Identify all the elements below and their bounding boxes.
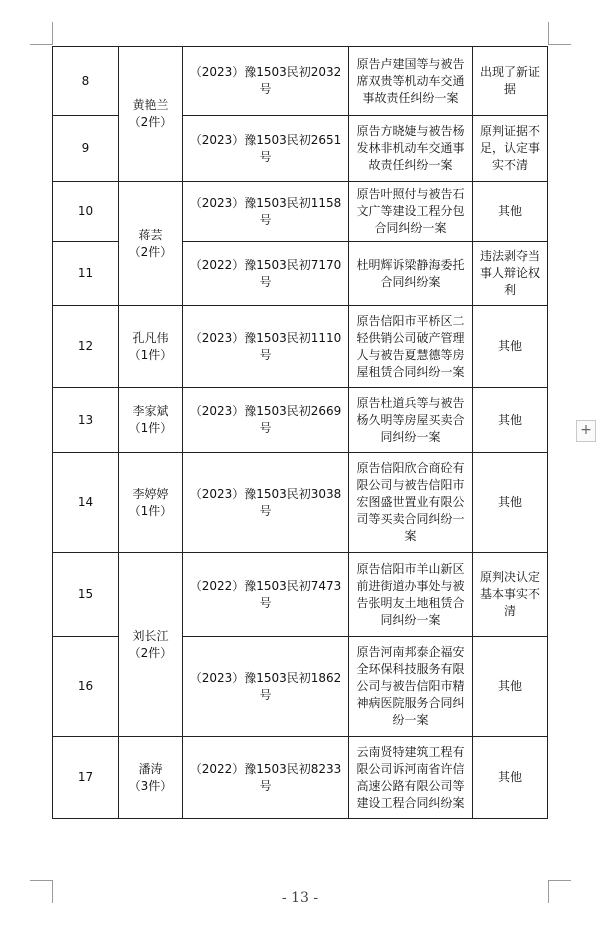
row-number: 9 bbox=[53, 116, 119, 182]
table-row bbox=[53, 553, 548, 637]
case-number: （2023）豫1503民初1158号 bbox=[183, 182, 349, 242]
table-row bbox=[53, 737, 548, 819]
case-number: （2023）豫1503民初3038号 bbox=[183, 453, 349, 553]
case-number: （2023）豫1503民初2651号 bbox=[183, 116, 349, 182]
judge-cell bbox=[119, 453, 183, 553]
table-row bbox=[53, 453, 548, 553]
case-number: （2023）豫1503民初2032号 bbox=[183, 47, 349, 116]
judge-case-count: （2件） bbox=[128, 645, 173, 660]
row-number: 14 bbox=[53, 453, 119, 553]
judge-name: 李婷婷 bbox=[132, 486, 169, 501]
case-reason: 其他 bbox=[473, 737, 548, 819]
judge-case-count: （3件） bbox=[128, 778, 173, 793]
case-cause: 原告信阳市平桥区二轻供销公司破产管理人与被告夏慧德等房屋租赁合同纠纷一案 bbox=[349, 306, 473, 388]
case-number: （2022）豫1503民初7170号 bbox=[183, 242, 349, 306]
row-number: 15 bbox=[53, 553, 119, 637]
judge-name: 蒋芸 bbox=[138, 227, 163, 242]
row-number: 13 bbox=[53, 388, 119, 453]
judge-name: 刘长江 bbox=[132, 628, 169, 643]
table-row bbox=[53, 47, 548, 116]
case-cause: 原告信阳市羊山新区前进街道办事处与被告张明友土地租赁合同纠纷一案 bbox=[349, 553, 473, 637]
judge-cell bbox=[119, 553, 183, 737]
case-cause: 原告信阳欣合商砼有限公司与被告信阳市宏图盛世置业有限公司等买卖合同纠纷一案 bbox=[349, 453, 473, 553]
judge-name: 李家斌 bbox=[132, 404, 169, 418]
case-cause: 原告叶照付与被告石文广等建设工程分包合同纠纷一案 bbox=[349, 182, 473, 242]
judge-name: 潘涛 bbox=[138, 761, 163, 776]
judge-case-count: （1件） bbox=[128, 347, 173, 362]
case-reason: 其他 bbox=[473, 182, 548, 242]
judge-cell bbox=[119, 47, 183, 182]
judge-case-count: （1件） bbox=[128, 503, 173, 518]
case-reason: 其他 bbox=[473, 453, 548, 553]
case-reason: 原判证据不足，认定事实不清 bbox=[473, 116, 548, 182]
case-number: （2023）豫1503民初2669号 bbox=[183, 388, 349, 453]
crop-mark-top-left bbox=[30, 22, 53, 45]
row-number: 10 bbox=[53, 182, 119, 242]
judge-cell bbox=[119, 737, 183, 819]
row-number: 12 bbox=[53, 306, 119, 388]
cases-table bbox=[52, 46, 548, 819]
judge-case-count: （2件） bbox=[128, 244, 173, 259]
case-cause: 杜明辉诉梁静海委托合同纠纷案 bbox=[349, 242, 473, 306]
case-reason: 违法剥夺当事人辩论权利 bbox=[473, 242, 548, 306]
table-row bbox=[53, 306, 548, 388]
row-number: 11 bbox=[53, 242, 119, 306]
judge-cell bbox=[119, 306, 183, 388]
table-row bbox=[53, 388, 548, 453]
case-number: （2023）豫1503民初1862号 bbox=[183, 637, 349, 737]
case-cause: 原告方晓婕与被告杨发林非机动车交通事故责任纠纷一案 bbox=[349, 116, 473, 182]
row-number: 8 bbox=[53, 47, 119, 116]
page-number: - 13 - bbox=[281, 890, 319, 906]
judge-name: 黄艳兰 bbox=[132, 98, 169, 112]
crop-mark-top-right bbox=[548, 22, 571, 45]
judge-case-count: （1件） bbox=[128, 421, 173, 435]
table-row bbox=[53, 182, 548, 242]
case-cause: 原告河南邦泰企福安全环保科技服务有限公司与被告信阳市精神病医院服务合同纠纷一案 bbox=[349, 637, 473, 737]
case-reason: 其他 bbox=[473, 388, 548, 453]
judge-cell bbox=[119, 388, 183, 453]
judge-cell bbox=[119, 182, 183, 306]
expand-table-button[interactable]: + bbox=[576, 420, 596, 442]
row-number: 16 bbox=[53, 637, 119, 737]
case-number: （2023）豫1503民初1110号 bbox=[183, 306, 349, 388]
judge-name: 孔凡伟 bbox=[132, 330, 169, 345]
case-number: （2022）豫1503民初7473号 bbox=[183, 553, 349, 637]
case-cause: 云南贤特建筑工程有限公司诉河南省许信高速公路有限公司等建设工程合同纠纷案 bbox=[349, 737, 473, 819]
judge-case-count: （2件） bbox=[128, 115, 173, 129]
case-reason: 原判决认定基本事实不清 bbox=[473, 553, 548, 637]
case-reason: 其他 bbox=[473, 306, 548, 388]
case-reason: 其他 bbox=[473, 637, 548, 737]
row-number: 17 bbox=[53, 737, 119, 819]
case-cause: 原告杜道兵等与被告杨久明等房屋买卖合同纠纷一案 bbox=[349, 388, 473, 453]
case-reason: 出现了新证据 bbox=[473, 47, 548, 116]
case-number: （2022）豫1503民初8233号 bbox=[183, 737, 349, 819]
case-cause: 原告卢建国等与被告席双贵等机动车交通事故责任纠纷一案 bbox=[349, 47, 473, 116]
